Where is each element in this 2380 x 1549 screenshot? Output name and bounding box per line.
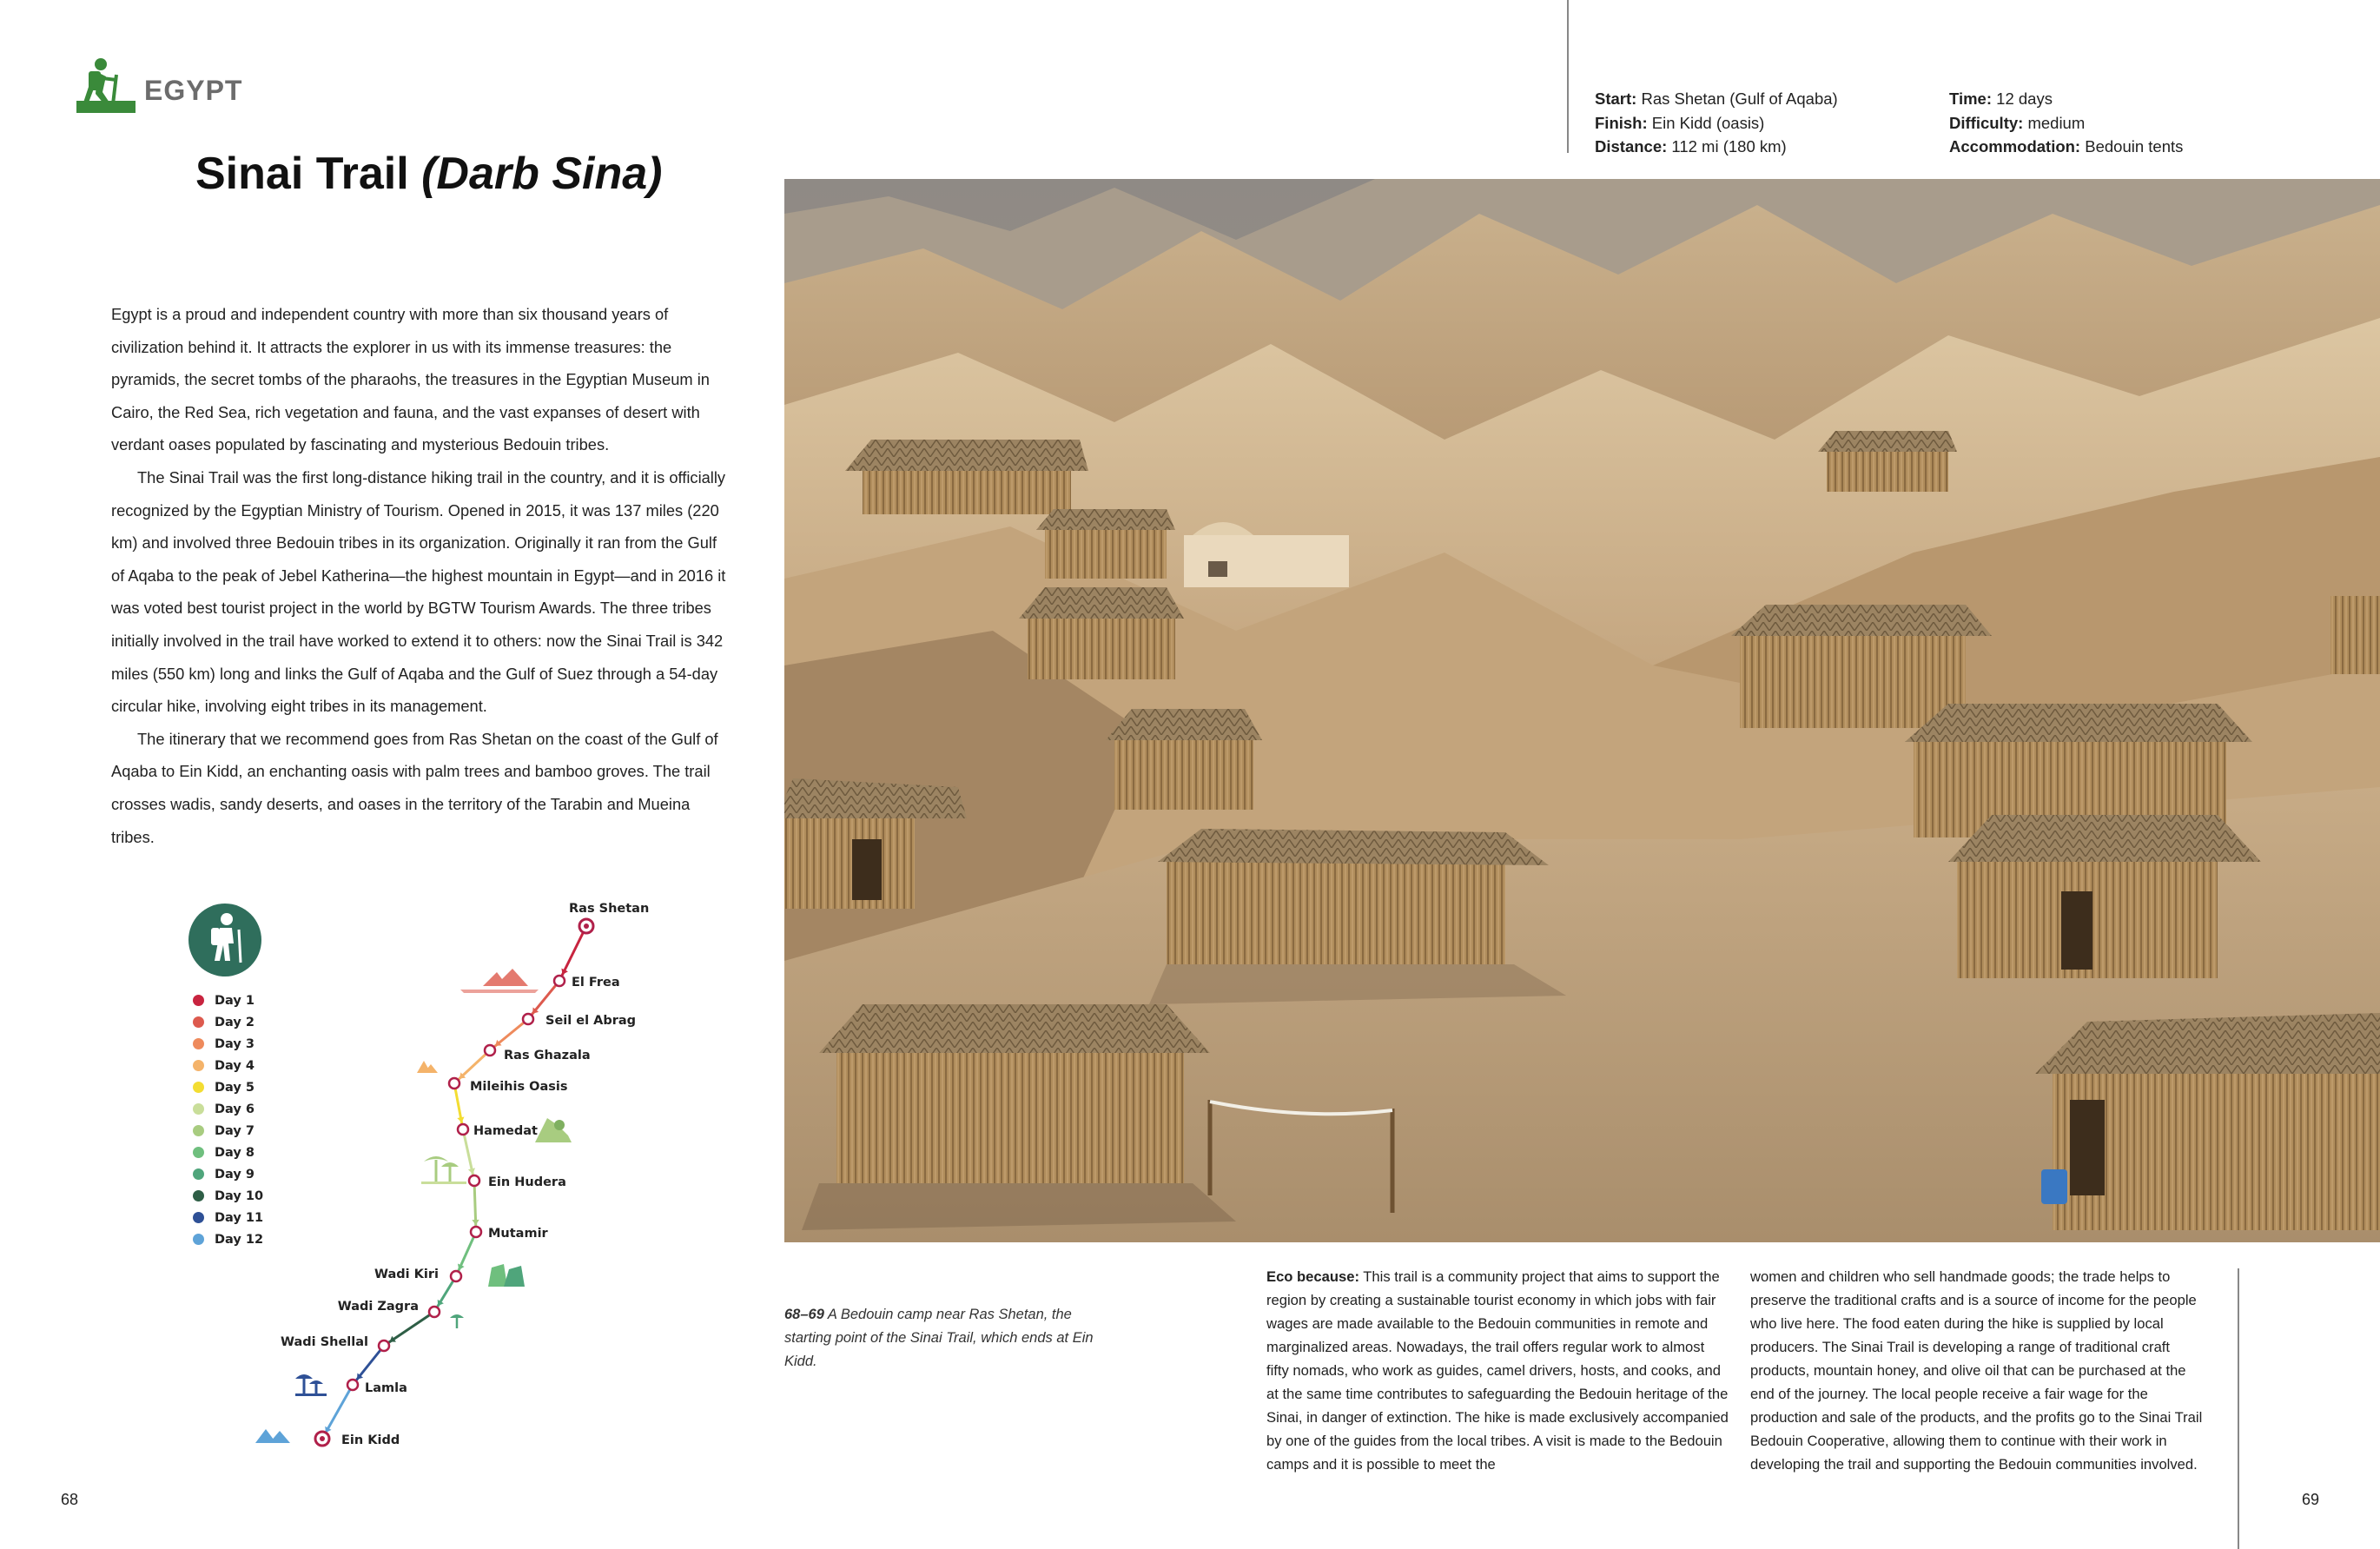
route-stop-marker	[523, 1014, 533, 1024]
route-stop-label: Mutamir	[488, 1227, 548, 1241]
route-stop-label: Ras Shetan	[569, 902, 650, 916]
legend-dot	[193, 1234, 204, 1245]
legend-dot	[193, 1016, 204, 1028]
trail-info-left: Start: Ras Shetan (Gulf of Aqaba) Finish: Ein Kidd (oasis) Distance: 112 mi (180 km)	[1595, 89, 1838, 156]
time-value: 12 days	[1996, 89, 2053, 108]
route-stop-marker	[458, 1124, 468, 1135]
legend-label: Day 8	[215, 1145, 255, 1160]
route-stop-marker	[379, 1340, 389, 1351]
legend-label: Day 1	[215, 993, 255, 1008]
rocks-icon	[488, 1264, 525, 1287]
route-stop-marker	[451, 1271, 461, 1281]
difficulty-value: medium	[2027, 113, 2086, 132]
legend-label: Day 12	[215, 1232, 264, 1247]
route-stop-label: Hamedat	[473, 1124, 538, 1138]
photo-caption	[784, 1303, 1097, 1374]
caption-ref: 68–69	[784, 1307, 824, 1322]
divider-top	[1567, 0, 1569, 153]
title-main: Sinai Trail	[195, 149, 409, 199]
legend-label: Day 10	[215, 1188, 264, 1203]
eco-column-1	[1266, 1265, 1729, 1476]
route-stop-label: Wadi Kiri	[374, 1268, 439, 1281]
route-stop-marker	[449, 1078, 459, 1089]
route-stop-label: Ein Hudera	[488, 1175, 566, 1189]
route-stop-marker	[471, 1227, 481, 1237]
route-stop-marker	[347, 1380, 358, 1390]
body-paragraph-1: Egypt is a proud and independent country with more than six thousand years of civilization behind it. It attracts the explorer in us with its immense treasures: the pyramids, the secret tombs of the pharaohs, the treasures in the Egyptian Museum in Cairo, the Red Sea, rich vegetation and fauna, and the vast expanses of desert with verdant oases populated by fascinating and mysterious Bedouin tribes.	[111, 305, 710, 454]
finish-value: Ein Kidd (oasis)	[1651, 113, 1765, 132]
page-number-right: 69	[2302, 1491, 2320, 1508]
route-stop-center	[320, 1436, 325, 1441]
legend-dot	[193, 1125, 204, 1136]
route-stop-label: Ras Ghazala	[504, 1049, 591, 1062]
legend-label: Day 5	[215, 1080, 255, 1095]
small-palm-icon	[450, 1314, 464, 1328]
country-heading: EGYPT	[144, 75, 243, 106]
page-title	[195, 148, 662, 200]
legend-label: Day 2	[215, 1015, 255, 1029]
legend-label: Day 11	[215, 1210, 264, 1225]
eco-text-2: women and children who sell handmade goods; the trade helps to preserve the traditional crafts and is a source of income for the people who live here. The food eaten during the hike is supplied by local producers. The Sinai Trail is developing a range of traditional craft products, mountain honey, and olive oil that can be purchased at the end of the journey. The local people receive a fair wage for the production and sale of the products, and the profits go to the Sinai Trail Bedouin Cooperative, allowing them to continue with their work in developing the trail and supporting the Bedouin communities involved.	[1750, 1268, 2203, 1473]
route-stop-marker	[554, 976, 565, 986]
body-paragraph-2: The Sinai Trail was the first long-distance hiking trail in the country, and it is officially recognized by the Egyptian Ministry of Tourism. Opened in 2015, it was 137 miles (220 km) and involved three Bedouin tribes in its organization. Originally it ran from the Gulf of Aqaba to the peak of Jebel Katherina—the highest mountain in Egypt—and in 2016 it was voted best tourist project in the world by BGTW Tourism Awards. The three tribes initially involved in the trail have worked to extend it to others: now the Sinai Trail is 342 miles (550 km) long and links the Gulf of Aqaba and the Gulf of Suez through a 54-day circular hike, involving eight tribes in its management.	[111, 467, 726, 716]
blue-tents-icon	[255, 1429, 290, 1443]
body-paragraph-3: The itinerary that we recommend goes from Ras Shetan on the coast of the Gulf of Aqaba to Ein Kidd, an enchanting oasis with palm trees and bamboo groves. The trail crosses wadis, sandy deserts, and oases in the territory of the Tarabin and Mueina tribes.	[111, 729, 718, 846]
route-stop-label: Lamla	[365, 1381, 407, 1395]
route-stop-center	[584, 923, 589, 929]
route-stop-marker	[429, 1307, 440, 1317]
body-text	[111, 298, 732, 853]
eco-label: Eco because:	[1266, 1268, 1359, 1285]
legend-dot	[193, 1190, 204, 1201]
start-value: Ras Shetan (Gulf of Aqaba)	[1641, 89, 1838, 108]
mountain-icon	[535, 1118, 572, 1142]
route-stop-marker	[469, 1175, 479, 1186]
legend-label: Day 3	[215, 1036, 255, 1051]
tents-icon	[460, 969, 539, 993]
legend-label: Day 6	[215, 1102, 255, 1116]
distance-value: 112 mi (180 km)	[1671, 137, 1787, 156]
page-number-left: 68	[61, 1491, 79, 1508]
divider-bottom	[2238, 1268, 2239, 1549]
route-stop-label: Wadi Zagra	[337, 1300, 419, 1314]
legend-dot	[193, 1082, 204, 1093]
legend-label: Day 4	[215, 1058, 255, 1073]
legend-dot	[193, 1103, 204, 1115]
legend-dot	[193, 1038, 204, 1049]
route-map	[243, 890, 695, 1455]
route-stop-label: Mileihis Oasis	[470, 1080, 568, 1094]
palm-oasis-icon	[421, 1156, 466, 1184]
eco-column-2	[1750, 1265, 2209, 1476]
blue-oasis-icon	[295, 1374, 327, 1396]
eco-text-1: This trail is a community project that aims to support the region by creating a sustainable tourist economy in which jobs with fair wages are made available to the Bedouin communities in remote and marginalized areas. Nowadays, the trail offers regular work to almost fifty nomads, who work as guides, camel drivers, hosts, and cooks, and at the same time contributes to safeguarding the Bedouin heritage of the Sinai, in danger of extinction. The hike is made exclusively accompanied by one of the guides from the local tribes. A visit is made to the Bedouin camps and it is possible to meet the	[1266, 1268, 1729, 1473]
legend-dot	[193, 1168, 204, 1180]
hiker-icon	[76, 57, 136, 113]
legend-label: Day 9	[215, 1167, 255, 1182]
legend-dot	[193, 1212, 204, 1223]
legend-label: Day 7	[215, 1123, 255, 1138]
route-arrow	[472, 1220, 479, 1225]
title-alt: (Darb Sina)	[421, 149, 663, 199]
accommodation-value: Bedouin tents	[2085, 137, 2184, 156]
route-stop-marker	[485, 1045, 495, 1056]
camp-icon	[417, 1061, 438, 1073]
trail-info-right: Time: 12 days Difficulty: medium Accommodation: Bedouin tents	[1949, 89, 2184, 156]
route-stop-label: Ein Kidd	[341, 1433, 400, 1447]
legend-dot	[193, 1147, 204, 1158]
route-stop-label: El Frea	[572, 976, 620, 990]
caption-text: A Bedouin camp near Ras Shetan, the starting point of the Sinai Trail, which ends at Ein Kidd.	[784, 1307, 1094, 1369]
legend-dot	[193, 995, 204, 1006]
bedouin-camp-photo	[784, 179, 2380, 1242]
legend-dot	[193, 1060, 204, 1071]
route-stop-label: Seil el Abrag	[545, 1014, 637, 1028]
route-stop-label: Wadi Shellal	[281, 1335, 368, 1349]
